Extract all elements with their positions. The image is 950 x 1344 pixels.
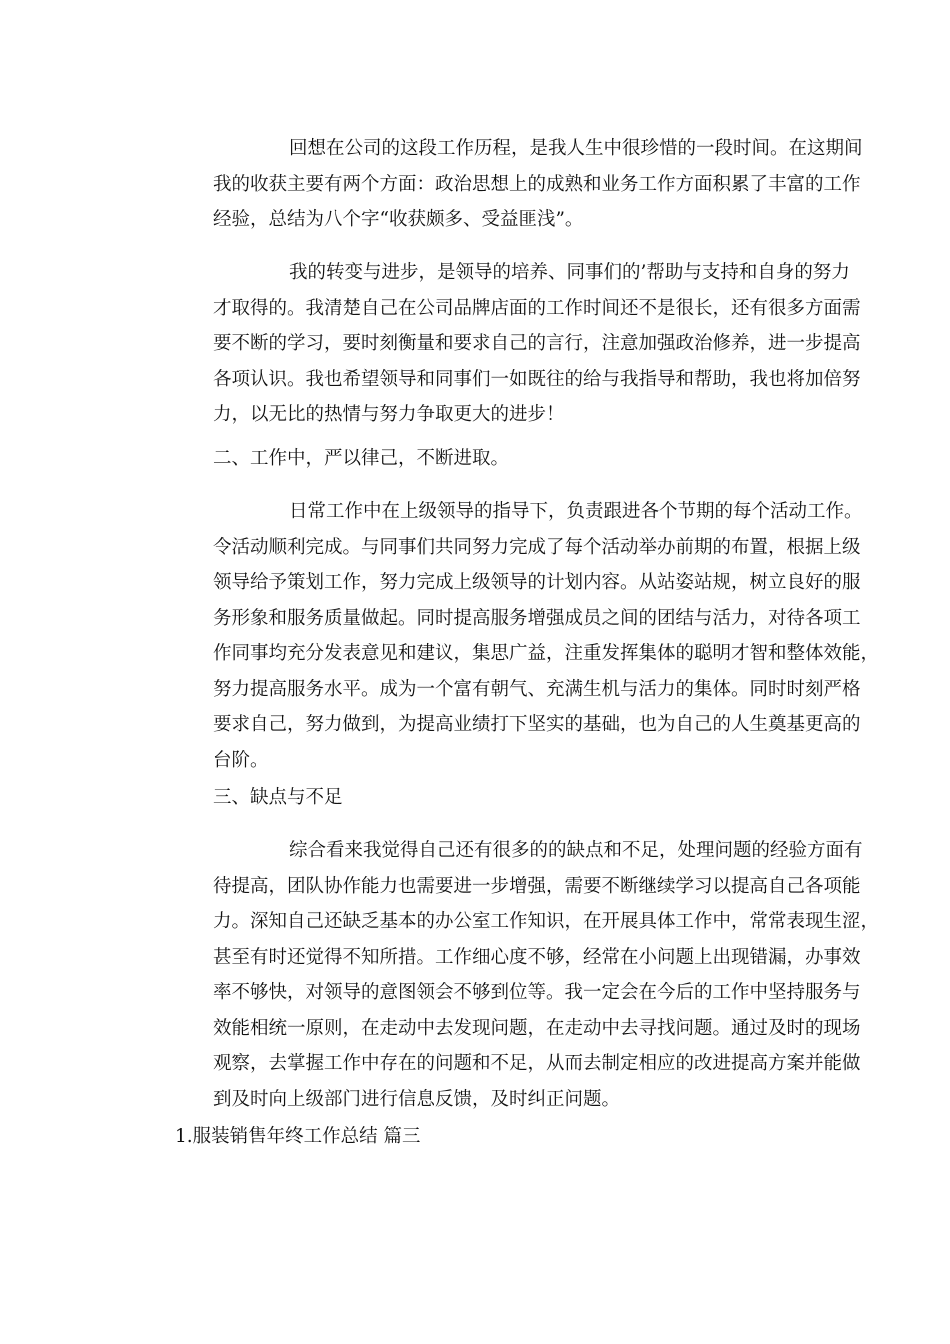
text-line: 到及时向上级部门进行信息反馈，及时纠正问题。 <box>213 1088 621 1110</box>
paragraph-shortcomings <box>137 833 880 1117</box>
section-heading-2: 二、工作中，严以律己，不断进取。 <box>213 448 510 469</box>
text-line: 作同事均充分发表意见和建议，集思广益，注重发挥集体的聪明才智和整体效能， <box>213 643 880 664</box>
text-line: 待提高，团队协作能力也需要进一步增强，需要不断继续学习以提高自己各项能 <box>213 875 861 897</box>
text-line: 综合看来我觉得自己还有很多的的缺点和不足，处理问题的经验方面有 <box>289 840 863 861</box>
text-line: 领导给予策划工作，努力完成上级领导的计划内容。从站姿站规，树立良好的服 <box>213 572 861 593</box>
text-line: 要求自己，努力做到，为提高业绩打下坚实的基础，也为自己的人生奠基更高的 <box>213 714 861 735</box>
text-line: 观察，去掌握工作中存在的问题和不足，从而去制定相应的改进提高方案并能做 <box>213 1053 861 1074</box>
section-heading-3: 三、缺点与不足 <box>213 787 343 808</box>
text-line: 台阶。 <box>213 749 269 771</box>
text-line: 率不够快，对领导的意图领会不够到位等。我一定会在今后的工作中坚持服务与 <box>213 982 861 1003</box>
text-line: 回想在公司的这段工作历程，是我人生中很珍惜的一段时间。在这期间 <box>289 138 863 159</box>
list-item-next-section: 1.服装销售年终工作总结 篇三 <box>175 1126 421 1147</box>
paragraph-progress <box>137 255 861 433</box>
text-line: 日常工作中在上级领导的指导下，负责跟进各个节期的每个活动工作。 <box>289 501 863 522</box>
text-line: 各项认识。我也希望领导和同事们一如既往的给与我指导和帮助，我也将加倍努 <box>213 368 861 390</box>
text-line: 我的收获主要有两个方面：政治思想上的成熟和业务工作方面积累了丰富的工作 <box>213 173 861 195</box>
text-line: 才取得的。我清楚自己在公司品牌店面的工作时间还不是很长，还有很多方面需 <box>213 297 861 319</box>
text-line: 努力提高服务水平。成为一个富有朝气、充满生机与活力的集体。同时时刻严格 <box>213 678 861 700</box>
text-line: 效能相统一原则，在走动中去发现问题，在走动中去寻找问题。通过及时的现场 <box>213 1017 861 1039</box>
text-line: 务形象和服务质量做起。同时提高服务增强成员之间的团结与活力，对待各项工 <box>213 607 861 629</box>
paragraph-reflection <box>137 131 863 238</box>
text-line: 我的转变与进步，是领导的培养、同事们的’帮助与支持和自身的努力 <box>289 262 850 283</box>
text-line: 甚至有时还觉得不知所措。工作细心度不够，经常在小问题上出现错漏，办事效 <box>213 946 861 968</box>
paragraph-daily-work <box>137 494 880 778</box>
text-line: 经验，总结为八个字“收获颇多、受益匪浅”。 <box>213 209 584 230</box>
text-line: 力。深知自己还缺乏基本的办公室工作知识，在开展具体工作中，常常表现生涩， <box>213 911 880 932</box>
text-line: 要不断的学习，要时刻衡量和要求自己的言行，注意加强政治修养，进一步提高 <box>213 333 861 354</box>
text-line: 令活动顺利完成。与同事们共同努力完成了每个活动举办前期的布置，根据上级 <box>213 536 861 558</box>
text-line: 力，以无比的热情与努力争取更大的进步！ <box>213 404 565 425</box>
